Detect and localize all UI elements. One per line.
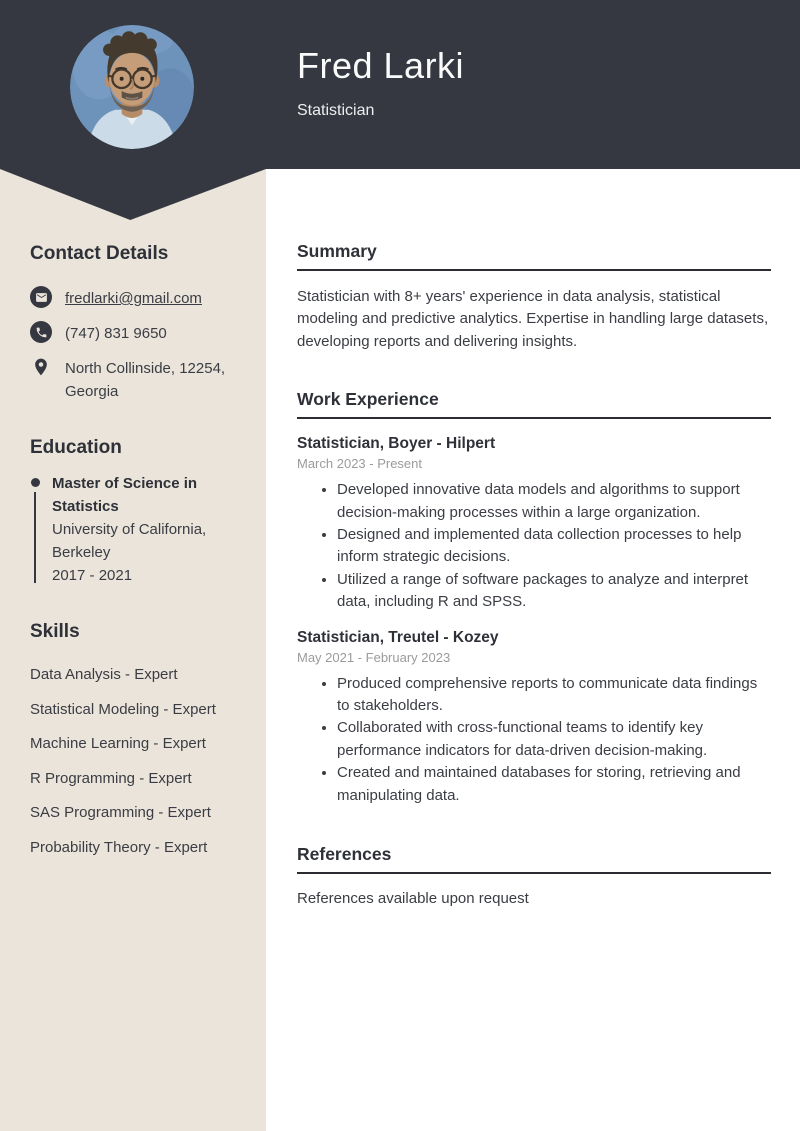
job-bullet: • Created and maintained databases for storing, retrieving and manipulating data. [337, 762, 771, 807]
education-entry-text [52, 472, 242, 587]
profile-photo [70, 25, 194, 149]
summary-heading: Summary [297, 241, 771, 271]
skills-section [30, 621, 242, 859]
job-bullet: • Utilized a range of software packages to analyze and interpret data, including R and SPSS. [337, 569, 771, 614]
skill-item: SAS Programming - Expert [30, 804, 211, 821]
main-content [266, 169, 800, 1131]
contact-phone-row [30, 321, 242, 345]
education-entry [30, 472, 242, 587]
education-years: 2017 - 2021 [52, 567, 133, 584]
contact-email-row [30, 286, 242, 310]
email-value [65, 286, 202, 310]
header-text-block [297, 44, 464, 120]
job-bullet-list [297, 479, 771, 613]
skill-item: R Programming - Expert [30, 769, 192, 787]
person-job-title: Statistician [297, 102, 375, 119]
education-degree: Master of Science in Statistics [52, 475, 198, 515]
location-icon [30, 356, 52, 378]
contact-heading: Contact Details [30, 243, 169, 264]
phone-icon [30, 321, 52, 343]
skill-item: Statistical Modeling - Expert [30, 700, 216, 718]
skill-item: Data Analysis - Expert [30, 666, 178, 683]
education-section [30, 437, 242, 587]
phone-value: (747) 831 9650 [65, 325, 167, 342]
references-section [297, 844, 771, 907]
job-entry [297, 628, 771, 807]
job-bullet: • Designed and implemented data collection processes to help inform strategic decisions. [337, 524, 771, 569]
job-title: Statistician, Treutel - Kozey [297, 628, 499, 646]
skill-item: Probability Theory - Expert [30, 838, 208, 856]
job-bullet: • Collaborated with cross-functional teams to identify key performance indicators for data-driven decision-making. [337, 717, 771, 762]
job-dates: March 2023 - Present [297, 456, 423, 472]
work-experience-heading: Work Experience [297, 389, 771, 419]
education-school: University of California, Berkeley [52, 521, 207, 561]
summary-section [297, 241, 771, 353]
work-experience-section [297, 389, 771, 807]
timeline-line [34, 492, 36, 583]
person-name: Fred Larki [297, 45, 465, 86]
contact-location-row [30, 356, 242, 403]
email-link[interactable]: fredlarki@gmail.com [65, 290, 202, 307]
job-entry [297, 434, 771, 613]
email-icon [30, 286, 52, 308]
portrait-illustration [70, 25, 194, 149]
timeline-dot [31, 478, 40, 487]
skill-item: Machine Learning - Expert [30, 735, 206, 752]
job-bullet-list [297, 673, 771, 807]
references-text: References available upon request [297, 890, 529, 908]
header-band [0, 0, 800, 169]
job-bullet: • Produced comprehensive reports to communicate data findings to stakeholders. [337, 673, 771, 718]
references-heading: References [297, 844, 771, 874]
job-dates: May 2021 - February 2023 [297, 649, 451, 665]
contact-section [30, 243, 242, 403]
job-title: Statistician, Boyer - Hilpert [297, 435, 496, 453]
skills-heading: Skills [30, 621, 80, 642]
summary-text: Statistician with 8+ years' experience in data analysis, statistical modeling and predictive analytics. Expertise in handling large datasets, developing reports and delivering insights. [297, 288, 769, 350]
sidebar [0, 169, 266, 1131]
education-timeline-decoration [30, 472, 40, 587]
location-value: North Collinside, 12254, Georgia [65, 360, 226, 400]
education-heading: Education [30, 437, 122, 458]
job-bullet: • Developed innovative data models and algorithms to support decision-making processes within a large organization. [337, 479, 771, 524]
